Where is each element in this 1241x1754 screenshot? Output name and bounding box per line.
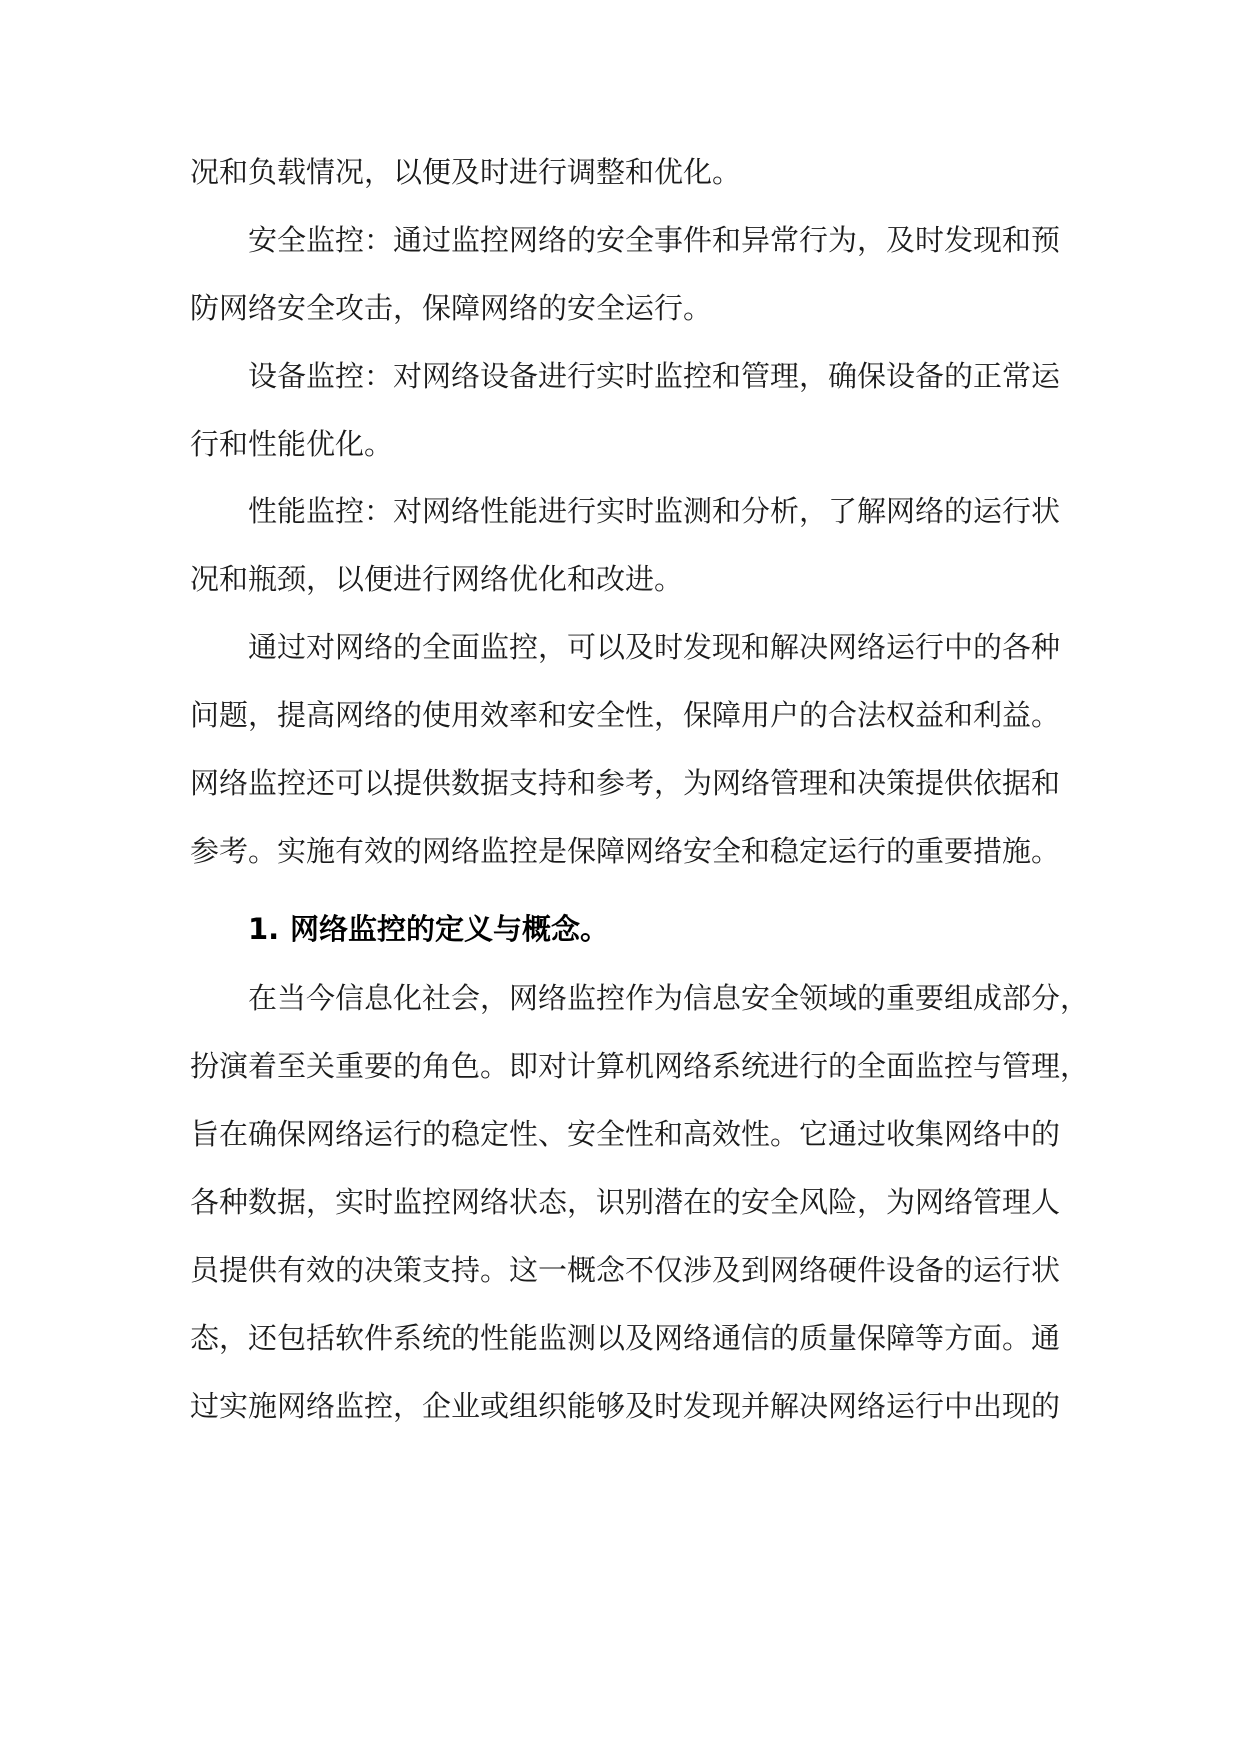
paragraph-line: 网络监控还可以提供数据支持和参考，为网络管理和决策提供依据和 xyxy=(190,766,1061,800)
paragraph-line: 旨在确保网络运行的稳定性、安全性和高效性。它通过收集网络中的 xyxy=(190,1117,1061,1151)
paragraph-line: 在当今信息化社会，网络监控作为信息安全领域的重要组成部分， xyxy=(248,981,1090,1015)
paragraph-line: 况和瓶颈，以便进行网络优化和改进。 xyxy=(190,562,684,596)
section-number: 1. xyxy=(248,912,280,946)
paragraph-line: 问题，提高网络的使用效率和安全性，保障用户的合法权益和利益。 xyxy=(190,698,1061,732)
section-title: 网络监控的定义与概念。 xyxy=(290,912,610,946)
paragraph-line: 性能监控：对网络性能进行实时监测和分析，了解网络的运行状 xyxy=(248,494,1061,528)
paragraph-line: 防网络安全攻击，保障网络的安全运行。 xyxy=(190,291,713,325)
paragraph-line: 态，还包括软件系统的性能监测以及网络通信的质量保障等方面。通 xyxy=(190,1321,1061,1355)
paragraph-line: 各种数据，实时监控网络状态，识别潜在的安全风险，为网络管理人 xyxy=(190,1185,1061,1219)
paragraph-line: 员提供有效的决策支持。这一概念不仅涉及到网络硬件设备的运行状 xyxy=(190,1253,1061,1287)
paragraph-line: 设备监控：对网络设备进行实时监控和管理，确保设备的正常运 xyxy=(248,359,1061,393)
paragraph-line: 行和性能优化。 xyxy=(190,427,394,461)
paragraph-line: 安全监控：通过监控网络的安全事件和异常行为，及时发现和预 xyxy=(248,223,1061,257)
paragraph-line: 通过对网络的全面监控，可以及时发现和解决网络运行中的各种 xyxy=(248,630,1061,664)
section-heading xyxy=(248,905,1060,953)
paragraph-line: 参考。实施有效的网络监控是保障网络安全和稳定运行的重要措施。 xyxy=(190,834,1061,868)
paragraph-line: 扮演着至关重要的角色。即对计算机网络系统进行的全面监控与管理， xyxy=(190,1049,1090,1083)
paragraph-line: 过实施网络监控，企业或组织能够及时发现并解决网络运行中出现的 xyxy=(190,1389,1061,1423)
paragraph-line: 况和负载情况，以便及时进行调整和优化。 xyxy=(190,155,742,189)
